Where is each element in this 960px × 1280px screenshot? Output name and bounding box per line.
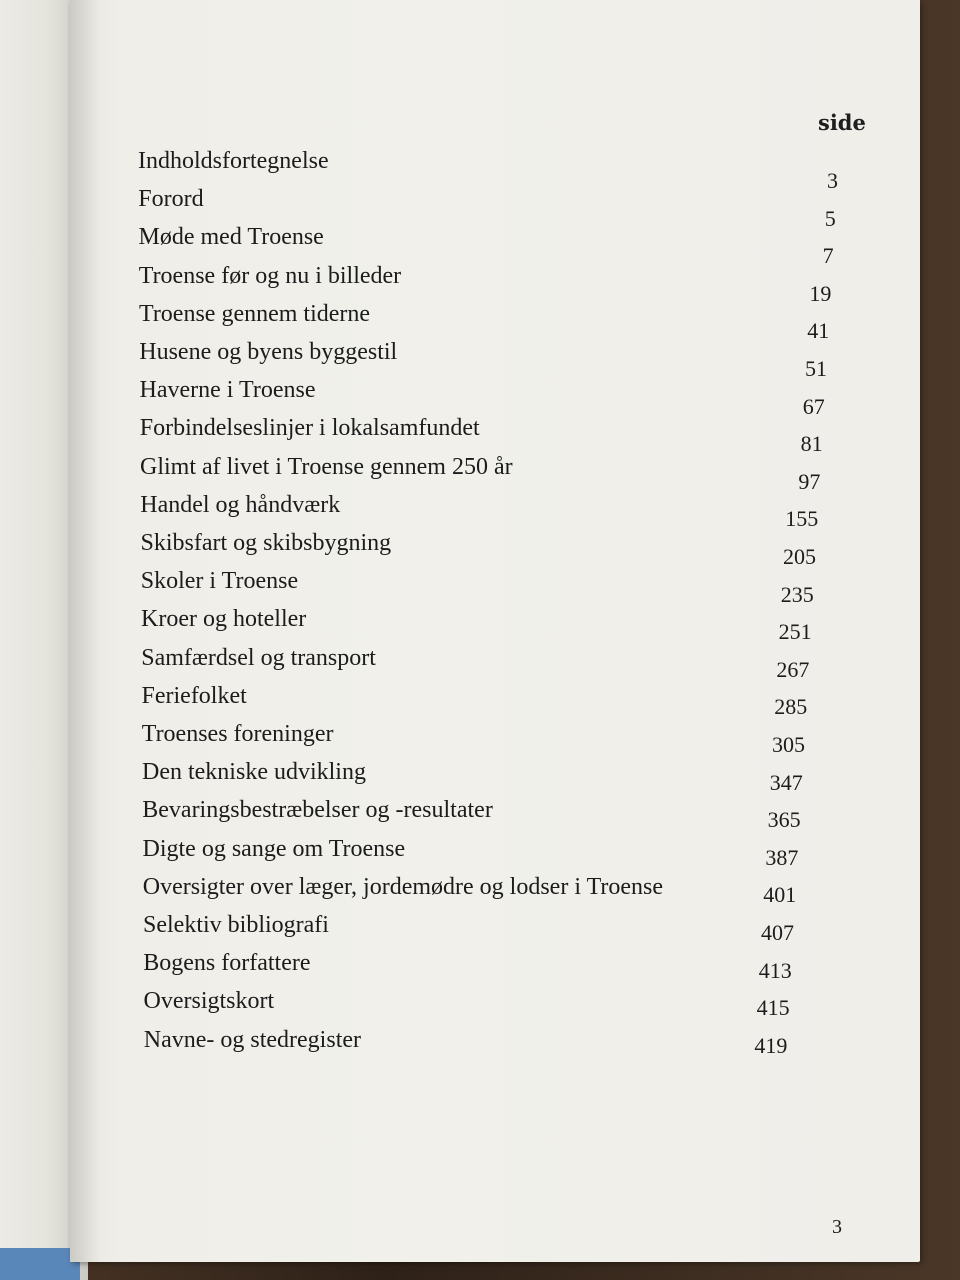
toc-entry-page: 19 [809, 280, 832, 306]
toc-entry-page: 97 [798, 468, 821, 494]
toc-entry-title: Handel og håndværk [140, 491, 341, 518]
toc-entry-page: 81 [800, 431, 823, 457]
toc-entry-title: Feriefolket [141, 682, 247, 709]
toc-entry-page: 3 [827, 168, 838, 193]
toc-entry-title: Møde med Troense [138, 224, 324, 251]
toc-entry-page: 155 [785, 506, 819, 532]
toc-entry-page: 407 [761, 920, 794, 945]
toc-entry-page: 41 [807, 318, 830, 344]
toc-entry-page: 401 [763, 882, 797, 908]
toc-entry-title: Troense gennem tiderne [139, 300, 371, 327]
toc-entry-title: Bevaringsbestræbelser og -resultater [142, 797, 493, 824]
toc-entry-title: Den tekniske udvikling [142, 759, 366, 786]
toc-entry-title: Digte og sange om Troense [142, 835, 406, 862]
toc-entry-page: 205 [783, 544, 816, 569]
toc-entry-title: Samfærdsel og transport [141, 644, 376, 671]
toc-entry-page: 413 [758, 957, 792, 983]
page-gutter-shadow [70, 0, 100, 1262]
toc-entry-title: Kroer og hoteller [141, 606, 307, 633]
toc-entry-page: 5 [824, 205, 836, 231]
toc-entry-title: Forbindelseslinjer i lokalsamfundet [139, 415, 480, 442]
toc-entry-page: 419 [754, 1032, 788, 1058]
toc-entry-page: 251 [778, 619, 812, 645]
toc-entry-title: Skibsfart og skibsbygning [140, 530, 392, 556]
toc-entry-page: 285 [774, 694, 808, 720]
toc-entry-page: 67 [802, 393, 825, 419]
toc-entry-page: 235 [780, 581, 814, 607]
page-number: 3 [832, 1216, 842, 1238]
toc-entry-page: 415 [756, 995, 790, 1021]
toc-entry-page: 305 [772, 732, 805, 757]
toc-entry-title: Haverne i Troense [139, 377, 316, 404]
toc-entry-title: Husene og byens byggestil [139, 339, 398, 365]
toc-entry-title: Forord [138, 186, 204, 213]
toc-entry-title: Skoler i Troense [140, 568, 299, 595]
page-column-label: side [818, 110, 866, 135]
toc-entry-page: 7 [822, 243, 834, 269]
toc-entry-title: Glimt af livet i Troense gennem 250 år [140, 453, 513, 480]
toc-entry-page: 387 [765, 844, 799, 870]
toc-entry-page: 51 [805, 356, 827, 381]
toc-entry-title: Oversigter over læger, jordemødre og lodser i Troense [142, 873, 664, 900]
toc-entry-title: Selektiv bibliografi [143, 912, 329, 938]
toc-entry-page: 267 [776, 656, 810, 682]
toc-entry-title: Troenses foreninger [141, 721, 334, 747]
toc-entry-title: Oversigtskort [143, 988, 275, 1015]
book-cover-edge [0, 1248, 80, 1280]
toc-entry-title: Navne- og stedregister [143, 1026, 362, 1053]
toc-entry-title: Bogens forfattere [143, 950, 311, 977]
toc-entry-title: Troense før og nu i billeder [138, 262, 402, 289]
toc-entry-page: 365 [767, 807, 801, 833]
toc-entry-title: Indholdsfortegnelse [138, 148, 329, 174]
toc-entry-page: 347 [769, 769, 803, 795]
